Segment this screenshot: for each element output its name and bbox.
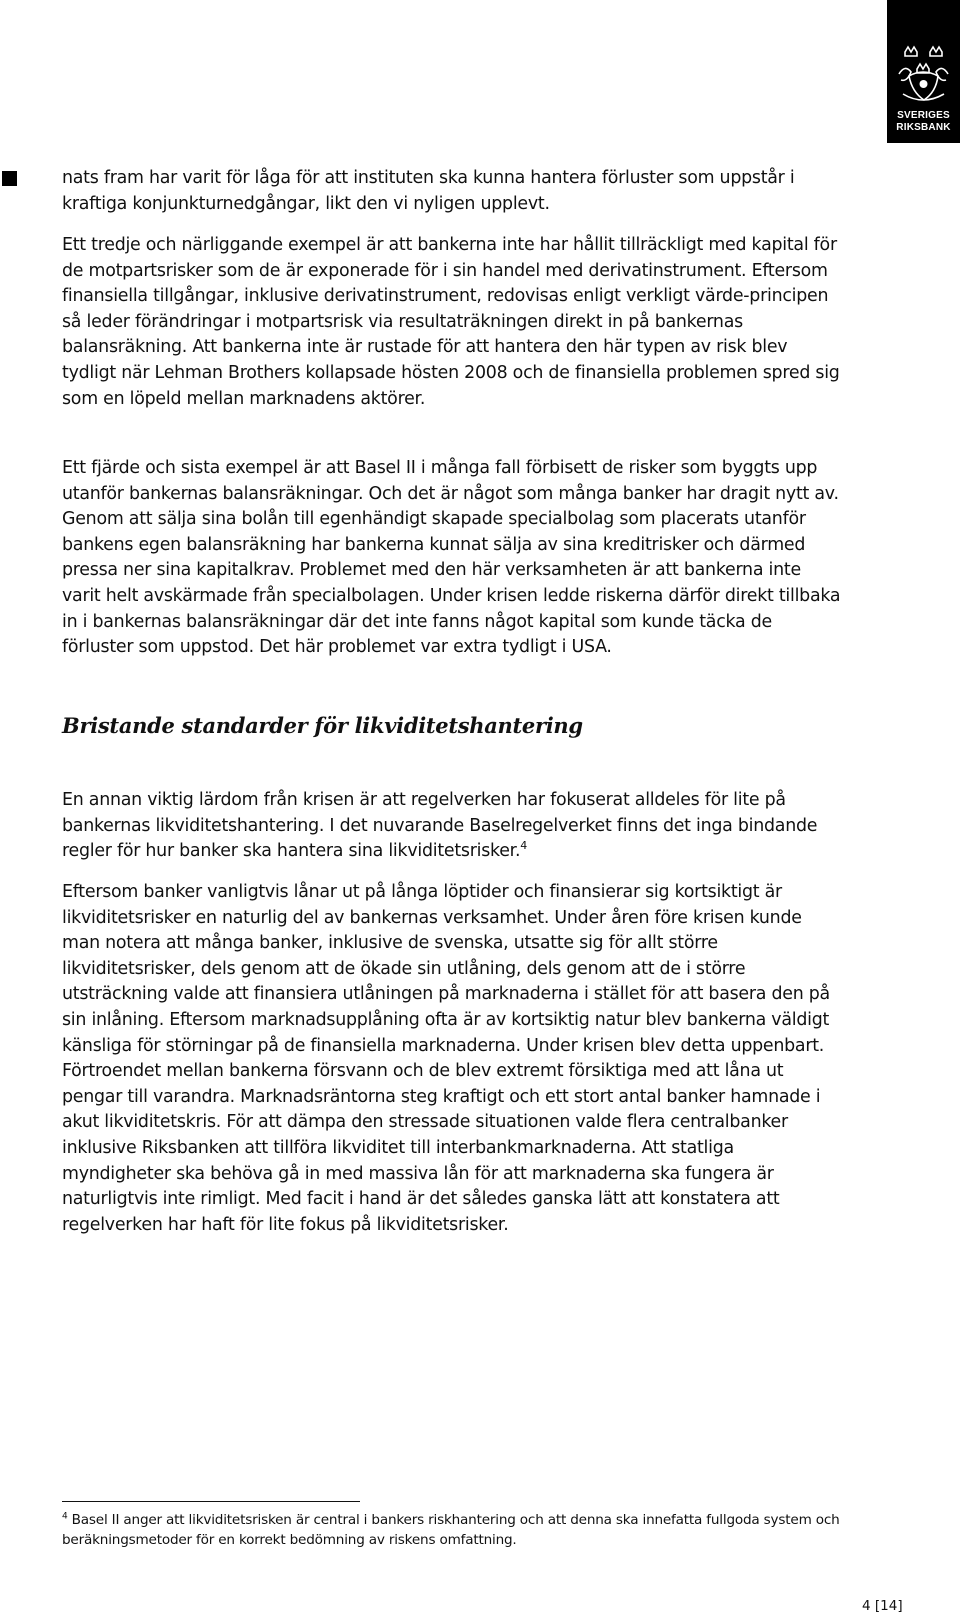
- section-heading: Bristande standarder för likviditetshantering: [62, 713, 583, 738]
- footnote-text: Basel II anger att likviditetsrisken är central i bankers riskhantering och att denna ska innefatta fullgoda system och beräkningsmetoder för en korrekt bedömning av riskens omfattning.: [62, 1512, 840, 1548]
- section-marker: [2, 171, 17, 186]
- footnote: [62, 1510, 852, 1550]
- footnote-number: 4: [62, 1511, 68, 1522]
- riksbank-logo: [887, 0, 960, 143]
- paragraph-2: Ett tredje och närliggande exempel är att bankerna inte har hållit tillräckligt med kapital för de motpartsrisker som de är exponerade för i sin handel med derivatinstrument. Eftersom finansiella tillgångar, inklusive derivatinstrument, redovisas enligt verkligt värde-principen så leder förändringar i motpartsrisk via resultaträkningen direkt in på bankernas balansräkning. Att bankerna inte är rustade för att hantera den här typen av risk blev tydligt när Lehman Brothers kollapsade hösten 2008 och de finansiella problemen spred sig som en löpeld mellan marknadens aktörer.: [62, 235, 840, 409]
- paragraph-4-text: En annan viktig lärdom från krisen är att regelverken har fokuserat alldeles för lite på bankernas likviditetshantering. I det nuvarande Baselregelverket finns det inga bindande regler för hur banker ska hantera sina likviditetsrisker.: [62, 790, 818, 862]
- page-number: 4 [14]: [862, 1598, 903, 1614]
- paragraph-1: nats fram har varit för låga för att instituten ska kunna hantera förluster som uppstår i kraftiga konjunkturnedgångar, likt den vi nyligen upplevt.: [62, 168, 795, 214]
- logo-text-sveriges: SVERIGES: [897, 110, 950, 121]
- footnote-divider: [62, 1501, 360, 1502]
- logo-text-riksbank: RIKSBANK: [896, 122, 951, 133]
- riksbank-crest-icon: [895, 44, 952, 106]
- paragraph-4: [62, 788, 842, 865]
- paragraph-3: Ett fjärde och sista exempel är att Basel II i många fall förbisett de risker som byggts upp utanför bankernas balansräkningar. Och det är något som många banker har dragit nytt av. Genom att sälja sina bolån till egenhändigt skapade specialbolag som placerats utanför bankens egen balansräkning har bankerna kunnat sälja av sina kreditrisker och därmed pressa ner sina kapitalkrav. Problemet med den här verksamheten är att bankerna inte varit helt avskärmade från specialbolagen. Under krisen ledde riskerna därför direkt tillbaka in i bankernas balansräkningar där det inte fanns något kapital som kunde täcka de förluster som uppstod. Det här problemet var extra tydligt i USA.: [62, 458, 841, 658]
- paragraph-5: Eftersom banker vanligtvis lånar ut på långa löptider och finansierar sig kortsiktigt är likviditetsrisker en naturlig del av bankernas verksamhet. Under åren före krisen kunde man notera att många banker, inklusive de svenska, utsatte sig för allt större likviditetsrisker, dels genom att de ökade sin utlåning, dels genom att de i större utsträckning valde att finansiera utlåningen på marknaderna i stället för att basera den på sin inlåning. Eftersom marknadsupplåning ofta är av kortsiktig natur blev bankerna väldigt känsliga för störningar på de finansiella marknaderna. Under krisen blev detta uppenbart. Förtroendet mellan bankerna försvann och de blev extremt försiktiga med att låna ut pengar till varandra. Marknadsräntorna steg kraftigt och ett stort antal banker hamnade i akut likviditetskris. För att dämpa den stressade situationen valde flera centralbanker inklusive Riksbanken att tillföra likviditet till interbankmarknaderna. Att statliga myndigheter ska behöva gå in med massiva lån för att marknaderna ska fungera är naturligtvis inte rimligt. Med facit i hand är det således ganska lätt att konstatera att regelverken har haft för lite fokus på likviditetsrisker.: [62, 882, 830, 1235]
- footnote-reference[interactable]: 4: [520, 839, 527, 853]
